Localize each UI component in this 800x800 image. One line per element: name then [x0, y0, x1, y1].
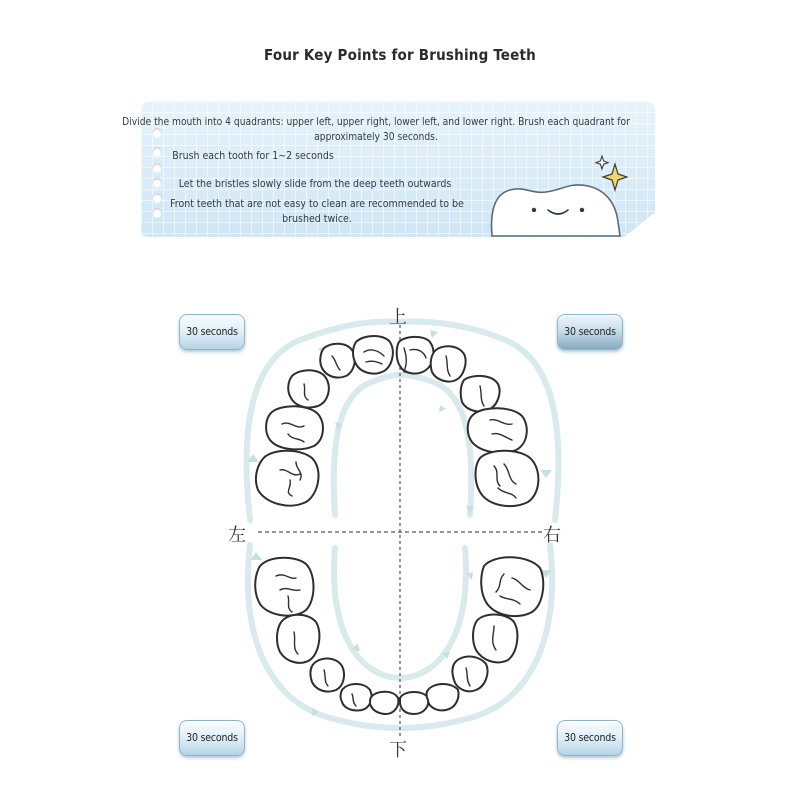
tooth-icon: [481, 557, 543, 616]
direction-top-label: 上: [389, 307, 407, 328]
tooth-icon: [400, 692, 428, 714]
tip-bristles: Let the bristles slowly slide from the deep teeth outwards: [178, 178, 452, 190]
brushing-path-upper-inner: [334, 375, 472, 515]
tooth-icon: [255, 558, 313, 616]
tooth-icon: [476, 451, 539, 506]
tooth-icon: [473, 615, 517, 663]
tooth-icon: [397, 337, 434, 374]
tooth-icon: [431, 346, 466, 381]
tooth-icon: [277, 615, 319, 663]
lower-left-time-badge: 30 seconds: [179, 720, 245, 756]
tooth-icon: [427, 684, 459, 710]
tooth-icon: [288, 370, 329, 407]
tooth-icon: [370, 692, 398, 714]
tip-quadrants: Divide the mouth into 4 quadrants: upper left, upper right, lower left, and lower right. Brush each quadrant for approximately 30 seconds.: [122, 117, 630, 143]
direction-right-label: 右: [543, 525, 561, 546]
tooth-icon: [266, 406, 323, 449]
upper-left-time-badge: 30 seconds: [179, 314, 245, 350]
tooth-icon: [256, 451, 319, 506]
direction-left-label: 左: [228, 525, 246, 546]
lower-right-time-badge: 30 seconds: [557, 720, 623, 756]
tooth-icon: [468, 408, 527, 453]
upper-right-time-badge: 30 seconds: [557, 314, 623, 350]
tip-front-teeth: Front teeth that are not easy to clean are recommended to be brushed twice.: [170, 198, 464, 225]
tooth-icon: [320, 344, 355, 378]
direction-bottom-label: 下: [389, 740, 407, 761]
upper-teeth: [256, 336, 538, 506]
tooth-icon: [353, 336, 393, 374]
tip-tooth-time: Brush each tooth for 1~2 seconds: [172, 150, 334, 162]
tooth-icon: [461, 376, 500, 412]
tooth-icon: [311, 659, 345, 692]
page-title: Four Key Points for Brushing Teeth: [264, 46, 536, 64]
